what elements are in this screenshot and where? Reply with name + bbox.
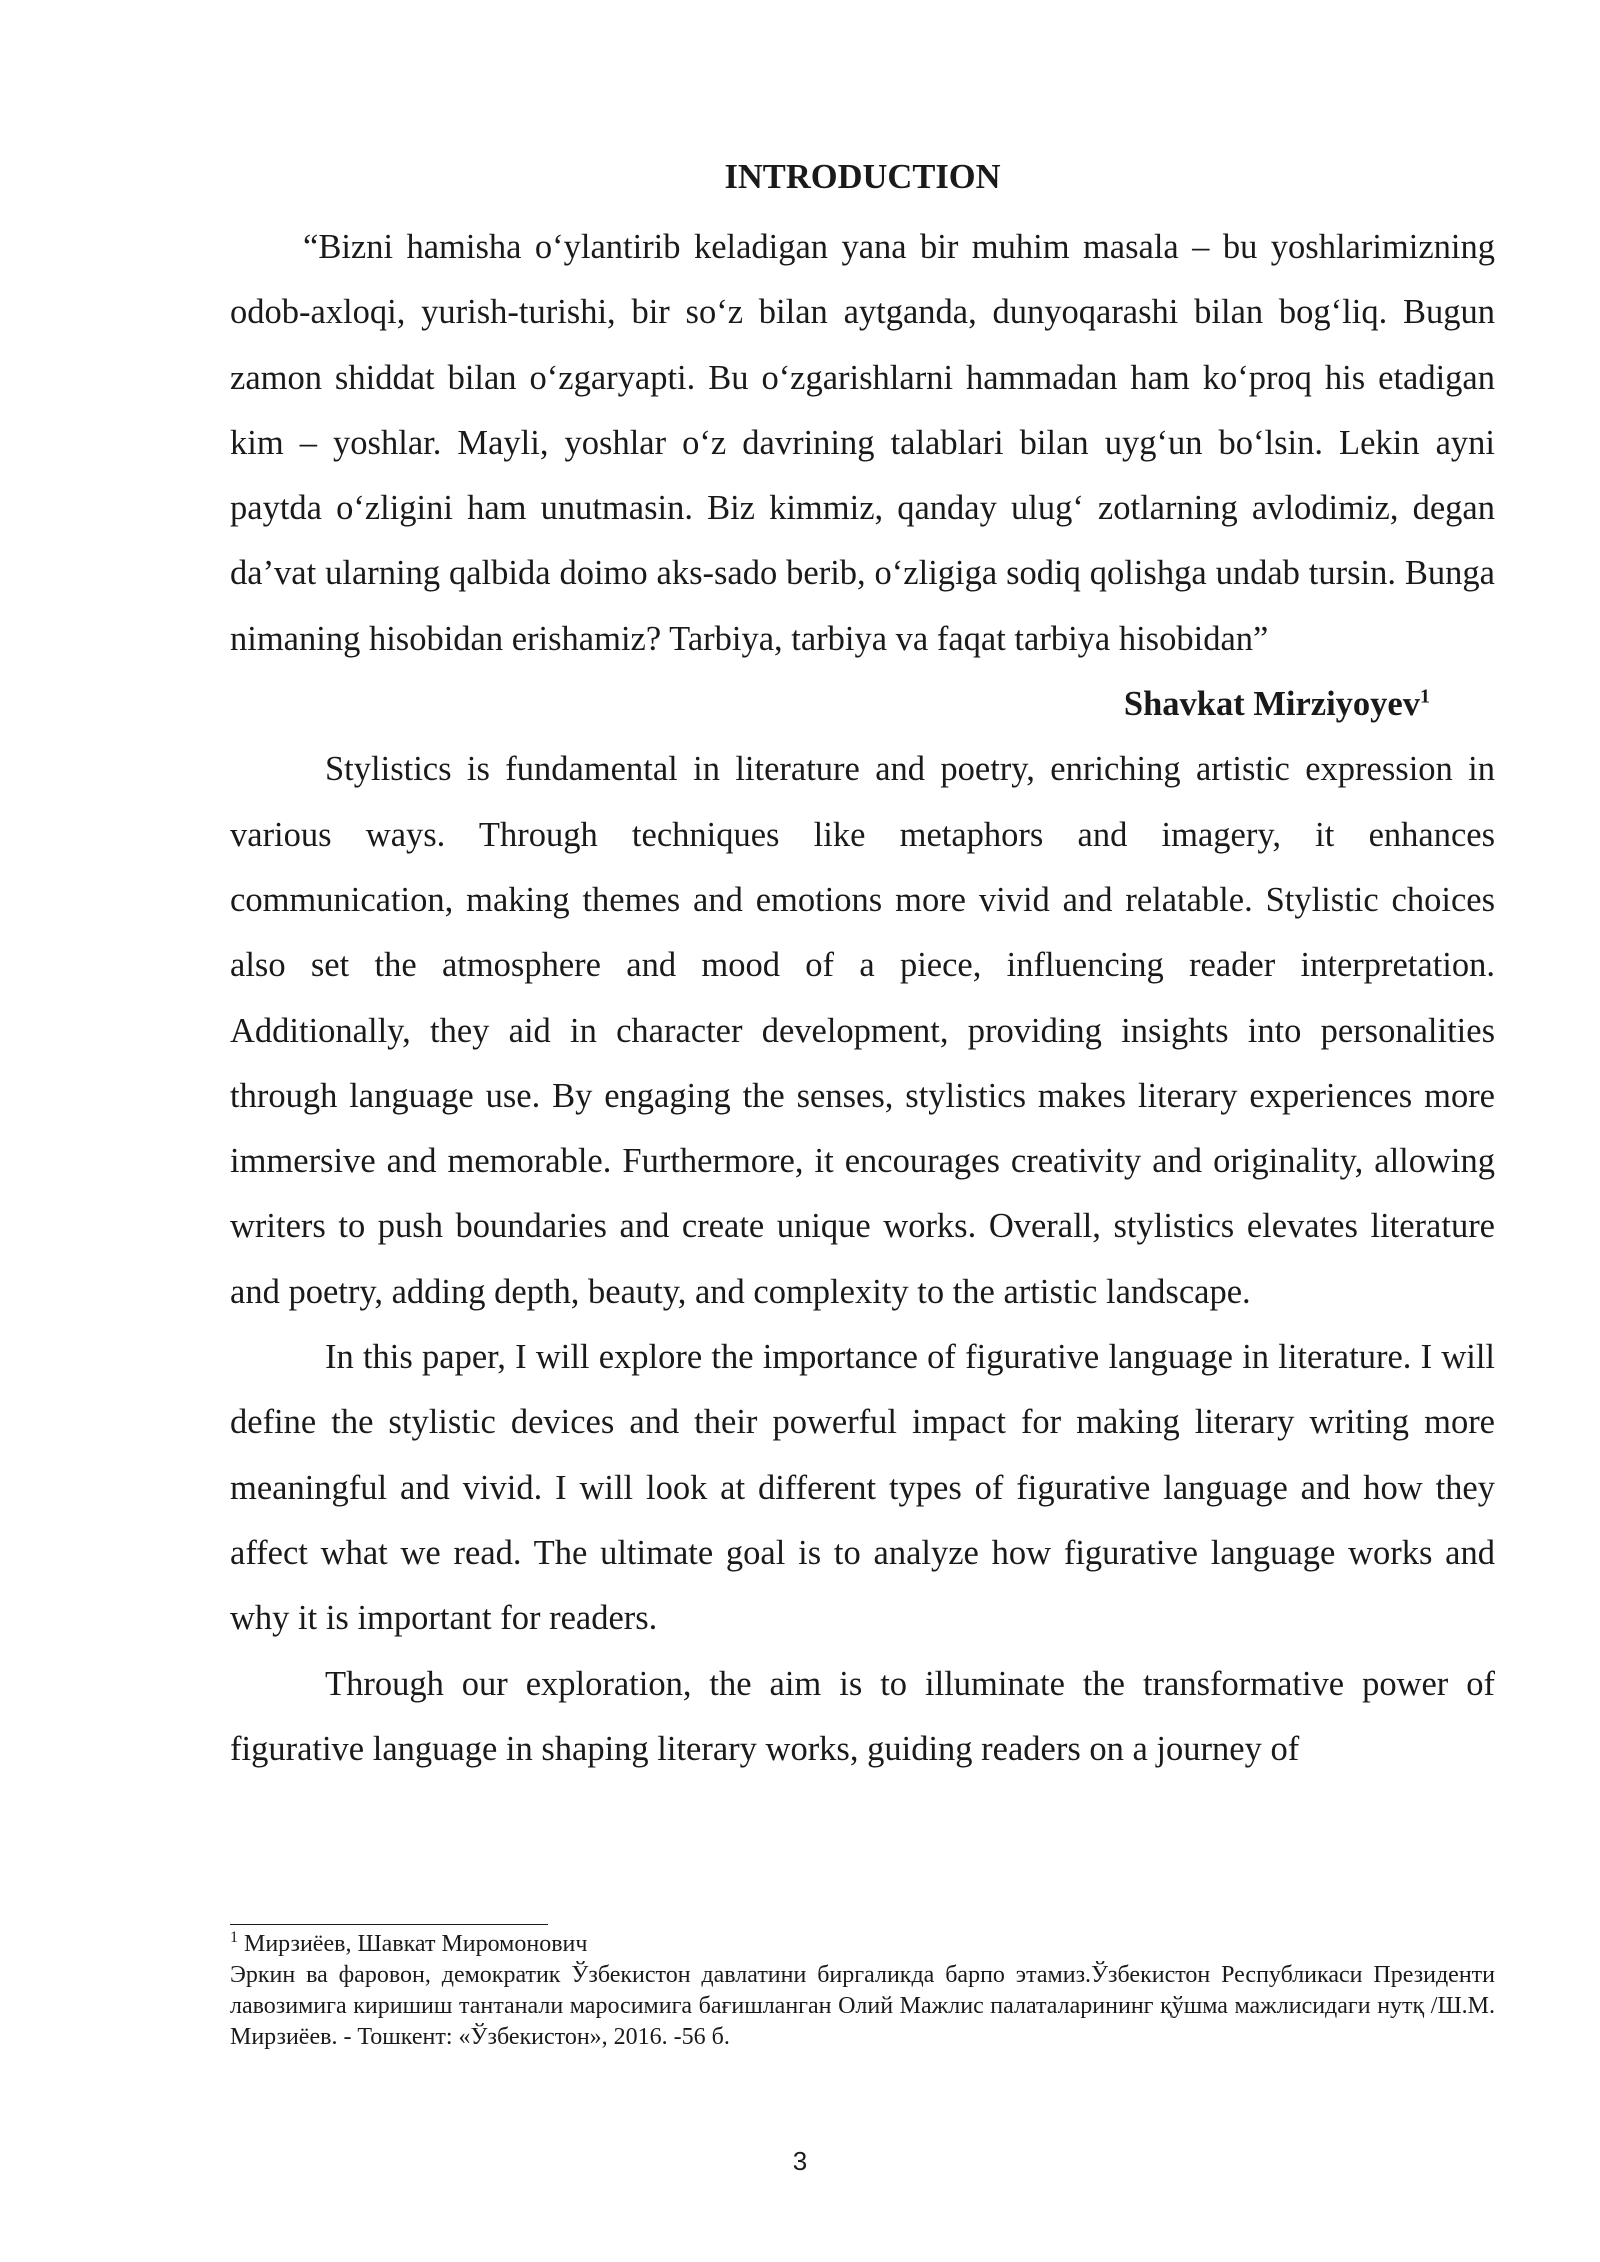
epigraph-quote: “Bizni hamisha o‘ylantirib keladigan yana bir muhim masala – bu yoshlarimizning odob-axloqi, yurish-turishi, bir so‘z bilan aytganda, dunyoqarashi bilan bog‘liq. Bugun zamon shiddat bilan o‘zgaryapti. Bu o‘zgarishlarni hammadan ham ko‘proq his etadigan kim – yoshlar. Mayli, yoshlar o‘z davrining talablari bilan uyg‘un bo‘lsin. Lekin ayni paytda o‘zligini ham unutmasin. Biz kimmiz, qanday ulug‘ zotlarning avlodimiz, degan da’vat ularning qalbida doimo aks-sado berib, o‘zligiga sodiq qolishga undab tursin. Bunga nimaning hisobidan erishamiz? Tarbiya, tarbiya va faqat tarbiya hisobidan” bbox=[230, 228, 1495, 658]
footnote-area bbox=[230, 1924, 1495, 2053]
footnote-number: 1 bbox=[230, 1929, 238, 1946]
quote-author bbox=[230, 672, 1495, 737]
footnote-author-line bbox=[230, 1929, 1495, 1960]
quote-author-name: Shavkat Mirziyoyev bbox=[1123, 685, 1420, 724]
page-number: 3 bbox=[792, 2146, 808, 2176]
footnote-author: Мирзиёев, Шавкат Миромонович bbox=[244, 1931, 588, 1957]
page-body bbox=[230, 150, 1495, 1782]
footnote-text: Эркин ва фаровон, демократик Ўзбекистон давлатини биргаликда барпо этамиз.Ўзбекистон Республикаси Президенти лавозимига киришиш тантанали маросимига бағишланган Олий Мажлис палаталарининг қўшма мажлисидаги нутқ /Ш.М. Мирзиёев. - Тошкент: «Ўзбекистон», 2016. -56 б. bbox=[230, 1962, 1495, 2050]
body-paragraph-3: Through our exploration, the aim is to illuminate the transformative power of figurative language in shaping literary works, guiding readers on a journey of bbox=[230, 1664, 1495, 1768]
footnote-separator bbox=[230, 1924, 548, 1925]
body-paragraph-1: Stylistics is fundamental in literature and poetry, enriching artistic expression in various ways. Through techniques like metaphors and imagery, it enhances communication, making themes and emotions more vivid and relatable. Stylistic choices also set the atmosphere and mood of a piece, influencing reader interpretation. Additionally, they aid in character development, providing insights into personalities through language use. By engaging the senses, stylistics makes literary experiences more immersive and memorable. Furthermore, it encourages creativity and originality, allowing writers to push boundaries and create unique works. Overall, stylistics elevates literature and poetry, adding depth, beauty, and complexity to the artistic landscape. bbox=[230, 750, 1495, 1311]
footnote-reference: 1 bbox=[1420, 685, 1430, 708]
body-paragraph-2: In this paper, I will explore the importance of figurative language in literature. I will define the stylistic devices and their powerful impact for making literary writing more meaningful and vivid. I will look at different types of figurative language and how they affect what we read. The ultimate goal is to analyze how figurative language works and why it is important for readers. bbox=[230, 1338, 1495, 1638]
section-heading: INTRODUCTION bbox=[724, 158, 1001, 196]
